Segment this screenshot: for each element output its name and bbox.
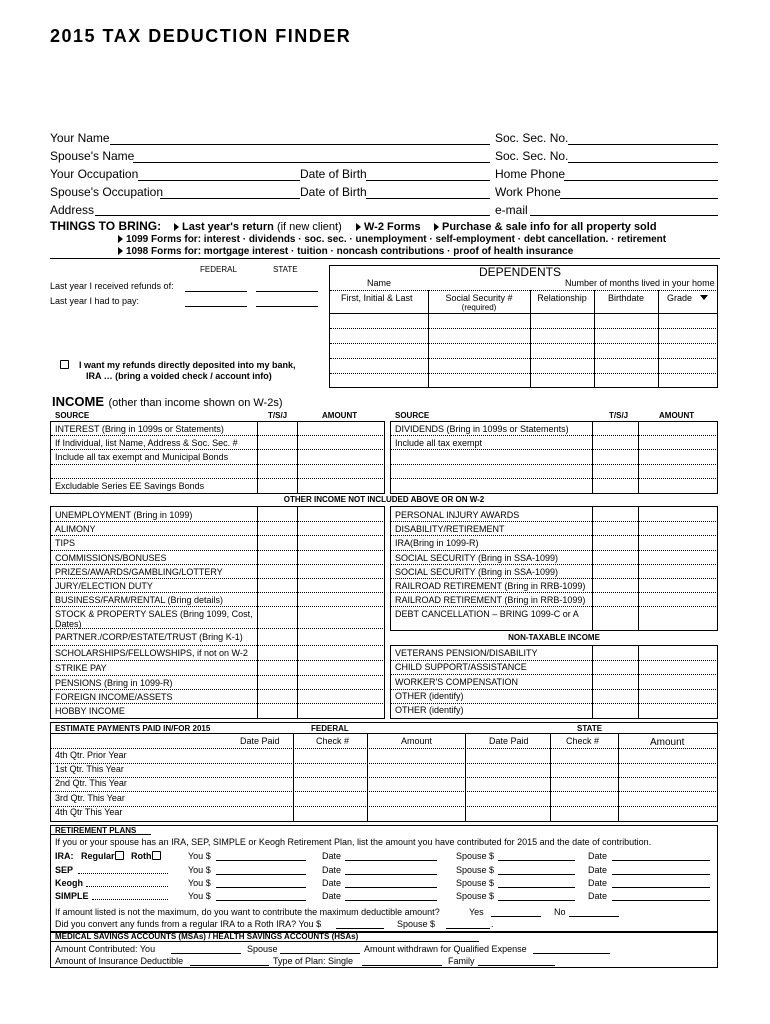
state-header: STATE [273, 265, 298, 274]
things-to-bring-label: THINGS TO BRING: [50, 219, 162, 233]
msa-title-underline [51, 941, 479, 942]
row-line [51, 628, 385, 629]
interest-row: Excludable Series EE Savings Bonds [55, 481, 205, 491]
dob-label-2: Date of Birth [300, 185, 367, 199]
estimate-row: 3rd Qtr. This Year [55, 793, 125, 803]
spouse-amount-label: Spouse $ [456, 878, 495, 888]
spouse-occupation-label: Spouse's Occupation [50, 185, 164, 199]
msa-title: MEDICAL SAVINGS ACCOUNTS (MSAs) / HEALTH SAVINGS ACCOUNTS (HSAs) [55, 932, 359, 941]
dropdown-arrow-icon[interactable] [700, 295, 708, 300]
col-line [638, 645, 639, 719]
direct-deposit-line-2: IRA … (bring a voided check / account info) [86, 371, 272, 381]
spouse-date-label: Date [588, 851, 608, 861]
row-line [51, 806, 718, 807]
row-line [391, 521, 718, 522]
row-line [51, 777, 718, 778]
paid-federal-field[interactable] [185, 306, 247, 307]
spouse-name-field[interactable] [133, 162, 490, 163]
nontaxable-row: OTHER (identify) [395, 691, 464, 701]
col-line [297, 506, 298, 719]
row-line [391, 606, 718, 607]
other-income-row: BUSINESS/FARM/RENTAL (Bring details) [55, 595, 224, 605]
msa-contributed-label: Amount Contributed: You [55, 944, 156, 954]
estimates-amount-state: Amount [650, 737, 685, 748]
arrow-right-icon [118, 247, 123, 255]
row-line [391, 435, 718, 436]
other-income-row-right: RAILROAD RETIREMENT (Bring in RRB-1099) [395, 595, 586, 605]
other-income-row: JURY/ELECTION DUTY [55, 581, 153, 591]
row-line [391, 564, 718, 565]
roth-period: . [491, 919, 494, 929]
dob-field-1[interactable] [366, 180, 490, 181]
estimates-title: ESTIMATE PAYMENTS PAID IN/FOR 2015 [55, 724, 211, 733]
msa-family-label: Family [448, 956, 475, 966]
refunds-received-label: Last year I received refunds of: [50, 281, 174, 291]
spouse-amount-label: Spouse $ [456, 865, 495, 875]
things-item-2: W-2 Forms [356, 221, 421, 233]
other-income-row-right: IRA(Bring in 1099-R) [395, 538, 479, 548]
other-income-row: ALIMONY [55, 524, 96, 534]
spouse-date-field[interactable] [612, 900, 710, 901]
row-line [51, 791, 718, 792]
row-line [391, 674, 718, 675]
things-1098-line: 1098 Forms for: mortgage interest · tuition · noncash contributions · proof of health insurance [118, 246, 573, 257]
row-line [391, 449, 718, 450]
row-line [51, 478, 385, 479]
dividends-row: Include all tax exempt [395, 438, 483, 448]
msa-plan-type-label: Type of Plan: Single [273, 956, 354, 966]
soc-sec-label-2: Soc. Sec. No. [495, 149, 569, 163]
other-income-row: STRIKE PAY [55, 663, 107, 673]
row-line [391, 592, 718, 593]
other-income-header: OTHER INCOME NOT INCLUDED ABOVE OR ON W-2 [283, 495, 485, 504]
home-phone-label: Home Phone [495, 167, 566, 181]
estimates-amount: Amount [401, 736, 433, 746]
row-line [51, 435, 385, 436]
interest-row: Include all tax exempt and Municipal Bonds [55, 452, 229, 462]
max-yes-field[interactable] [491, 916, 541, 917]
retirement-title: RETIREMENT PLANS [55, 826, 137, 835]
roth-spouse-field[interactable] [446, 928, 490, 929]
other-income-row: PRIZES/AWARDS/GAMBLING/LOTTERY [55, 567, 223, 577]
dep-row-line [330, 343, 718, 344]
leader-dots [92, 899, 168, 900]
date-label: Date [322, 891, 342, 901]
col-line [638, 421, 639, 494]
regular-checkbox[interactable] [115, 851, 124, 860]
arrow-right-icon [118, 235, 123, 243]
msa-family-field[interactable] [478, 965, 555, 966]
row-line [51, 535, 385, 536]
spouse-date-label: Date [588, 865, 608, 875]
msa-spouse-label: Spouse [247, 944, 278, 954]
estimate-row: 2nd Qtr. This Year [55, 778, 127, 788]
col-line [257, 506, 258, 719]
max-yes-label: Yes [469, 907, 484, 917]
row-line [51, 449, 385, 450]
col-line [297, 421, 298, 494]
dependents-title: DEPENDENTS [478, 265, 561, 279]
soc-sec-label-1: Soc. Sec. No. [495, 131, 569, 145]
estimate-row: 4th Qtr This Year [55, 807, 123, 817]
dep-birthdate-header: Birthdate [607, 293, 645, 303]
msa-withdrawn-field[interactable] [533, 953, 610, 954]
col-line [592, 645, 593, 719]
your-name-label: Your Name [50, 131, 110, 145]
date-label: Date [322, 865, 342, 875]
spouse-amount-label: Spouse $ [456, 891, 495, 901]
date-label: Date [322, 878, 342, 888]
address-label: Address [50, 203, 95, 217]
dep-rule [330, 313, 718, 314]
email-field[interactable] [530, 215, 718, 216]
row-line [391, 535, 718, 536]
msa-withdrawn-label: Amount withdrawn for Qualified Expense [364, 944, 527, 954]
you-amount-field[interactable] [216, 874, 306, 875]
date-field[interactable] [345, 900, 437, 901]
spouse-name-label: Spouse's Name [50, 149, 135, 163]
spouse-amount-field[interactable] [498, 874, 575, 875]
checkbox-icon[interactable] [60, 360, 69, 369]
retirement-intro: If you or your spouse has an IRA, SEP, SIMPLE or Keogh Retirement Plan, list the amount you have contributed for 2015 and the date of contribution. [55, 837, 652, 847]
dep-grade-header: Grade [667, 293, 708, 303]
spouse-date-label: Date [588, 891, 608, 901]
dep-row-line [330, 328, 718, 329]
roth-spouse-label: Spouse $ [397, 919, 436, 929]
dep-relationship-header: Relationship [537, 293, 587, 303]
you-amount-label: You $ [188, 865, 211, 875]
date-field[interactable] [345, 860, 437, 861]
nontaxable-row: OTHER (identify) [395, 705, 464, 715]
interest-row: If Individual, list Name, Address & Soc. Sec. # [55, 438, 238, 448]
email-label: e-mail [495, 203, 528, 217]
direct-deposit-option[interactable]: I want my refunds directly deposited into my bank, [60, 360, 296, 370]
income-source-header: SOURCE [55, 411, 90, 420]
arrow-right-icon [174, 223, 179, 231]
retirement-plan-label: SIMPLE [55, 891, 89, 901]
roth-checkbox[interactable] [152, 851, 161, 860]
you-amount-label: You $ [188, 851, 211, 861]
other-income-row: UNEMPLOYMENT (Bring in 1099) [55, 510, 193, 520]
dep-row-line [330, 373, 718, 374]
soc-sec-field-2[interactable] [568, 162, 718, 163]
row-line [51, 748, 718, 749]
max-no-field[interactable] [569, 916, 619, 917]
row-line [51, 592, 385, 593]
other-income-row-right: SOCIAL SECURITY (Bring in SSA-1099) [395, 553, 559, 563]
row-line [51, 675, 385, 676]
other-income-row: STOCK & PROPERTY SALES (Bring 1099, Cost, Dates) [55, 609, 253, 629]
spouse-amount-field[interactable] [498, 900, 575, 901]
refunds-paid-label: Last year I had to pay: [50, 296, 140, 306]
your-occupation-label: Your Occupation [50, 167, 139, 181]
row-line [51, 550, 385, 551]
other-income-row-right: RAILROAD RETIREMENT (Bring in RRB-1099) [395, 581, 586, 591]
dividends-row: DIVIDENDS (Bring in 1099s or Statements) [395, 424, 569, 434]
things-item-1: Last year's return (if new client) [174, 221, 342, 233]
msa-deductible-field[interactable] [190, 965, 269, 966]
estimates-federal-header: FEDERAL [311, 724, 349, 733]
row-line [51, 645, 385, 646]
retirement-plan-label: Keogh [55, 878, 83, 888]
msa-spouse-field[interactable] [280, 953, 360, 954]
date-field[interactable] [345, 874, 437, 875]
col-line [592, 506, 593, 631]
msa-single-field[interactable] [362, 965, 442, 966]
estimate-row: 1st Qtr. This Year [55, 764, 124, 774]
dep-months-header: Number of months lived in your home [565, 278, 715, 288]
row-line [51, 606, 385, 607]
leader-dots [86, 886, 168, 887]
income-tsj-header: T/S/J [268, 411, 288, 420]
you-amount-field[interactable] [216, 860, 306, 861]
dep-rule [330, 290, 718, 291]
home-phone-field[interactable] [564, 180, 718, 181]
row-line [51, 464, 385, 465]
ira-row-label: IRA: Regular Roth [55, 851, 161, 861]
nontaxable-row: CHILD SUPPORT/ASSISTANCE [395, 662, 527, 672]
spouse-date-field[interactable] [612, 860, 710, 861]
spouse-date-field[interactable] [612, 874, 710, 875]
you-amount-field[interactable] [216, 900, 306, 901]
date-label: Date [322, 851, 342, 861]
row-line [391, 578, 718, 579]
your-name-field[interactable] [110, 144, 490, 145]
spouse-amount-label: Spouse $ [456, 851, 495, 861]
row-line [51, 660, 385, 661]
max-no-label: No [554, 907, 566, 917]
max-contribution-question: If amount listed is not the maximum, do you want to contribute the maximum deductible amount? [55, 907, 440, 917]
msa-you-field[interactable] [171, 953, 241, 954]
row-line [391, 550, 718, 551]
dep-row-line [330, 358, 718, 359]
estimates-date-paid-state: Date Paid [489, 736, 529, 746]
other-income-row-right: DISABILITY/RETIREMENT [395, 524, 505, 534]
spouse-amount-field[interactable] [498, 860, 575, 861]
row-line [391, 464, 718, 465]
interest-row: INTEREST (Bring in 1099s or Statements) [55, 424, 224, 434]
other-income-row: SCHOLARSHIPS/FELLOWSHIPS, if not on W-2 [55, 648, 248, 658]
estimate-row: 4th Qtr. Prior Year [55, 750, 127, 760]
things-item-3: Purchase & sale info for all property sold [434, 221, 657, 233]
dep-first-last-header: First, Initial & Last [341, 293, 413, 303]
other-income-row: PENSIONS (Bring in 1099-R) [55, 678, 173, 688]
row-line [391, 703, 718, 704]
spouse-date-label: Date [588, 878, 608, 888]
row-line [51, 763, 718, 764]
other-income-row-right: SOCIAL SECURITY (Bring in SSA-1099) [395, 567, 559, 577]
spouse-occupation-field[interactable] [160, 198, 300, 199]
row-line [391, 478, 718, 479]
income-amount-header-right: AMOUNT [659, 411, 695, 420]
estimates-state-header: STATE [577, 724, 603, 733]
row-line [51, 564, 385, 565]
income-tsj-header-right: T/S/J [609, 411, 629, 420]
refund-state-field[interactable] [256, 291, 318, 292]
you-amount-label: You $ [188, 891, 211, 901]
income-title: INCOME (other than income shown on W-2s) [52, 394, 283, 409]
row-line [51, 689, 385, 690]
other-income-row: PARTNER./CORP/ESTATE/TRUST (Bring K-1) [55, 632, 243, 642]
date-field[interactable] [345, 887, 437, 888]
estimates-date-paid: Date Paid [240, 736, 280, 746]
dep-name-header: Name [367, 278, 392, 288]
roth-conversion-question: Did you convert any funds from a regular IRA to a Roth IRA? You $ [55, 919, 322, 929]
nontaxable-row: VETERANS PENSION/DISABILITY [395, 648, 538, 658]
estimates-check: Check # [316, 736, 350, 746]
nontaxable-header: NON-TAXABLE INCOME [508, 633, 600, 642]
refund-federal-field[interactable] [185, 291, 247, 292]
dep-ssn-header: Social Security # [445, 293, 513, 303]
work-phone-field[interactable] [560, 198, 718, 199]
dob-label-1: Date of Birth [300, 167, 367, 181]
federal-header: FEDERAL [200, 265, 237, 274]
divider [50, 258, 720, 259]
retirement-title-underline [51, 834, 151, 835]
other-income-row: FOREIGN INCOME/ASSETS [55, 692, 173, 702]
row-line [391, 660, 718, 661]
other-income-row: HOBBY INCOME [55, 706, 125, 716]
your-occupation-field[interactable] [138, 180, 300, 181]
roth-you-field[interactable] [336, 928, 384, 929]
spouse-amount-field[interactable] [498, 887, 575, 888]
arrow-right-icon [434, 223, 439, 231]
income-source-header-right: SOURCE [395, 411, 430, 420]
you-amount-label: You $ [188, 878, 211, 888]
col-line [592, 421, 593, 494]
retirement-plan-label: SEP [55, 865, 74, 875]
col-line [638, 506, 639, 631]
you-amount-field[interactable] [216, 887, 306, 888]
soc-sec-field-1[interactable] [568, 144, 718, 145]
row-line [51, 521, 385, 522]
other-income-row-right: DEBT CANCELLATION – BRING 1099-C or A [395, 609, 579, 619]
address-field[interactable] [95, 215, 490, 216]
spouse-date-field[interactable] [612, 887, 710, 888]
col-line [257, 421, 258, 494]
row-line [391, 689, 718, 690]
paid-state-field[interactable] [256, 306, 318, 307]
arrow-right-icon [356, 223, 361, 231]
estimates-check-state: Check # [566, 736, 600, 746]
other-income-row-right: PERSONAL INJURY AWARDS [395, 510, 520, 520]
row-line [51, 703, 385, 704]
dob-field-2[interactable] [366, 198, 490, 199]
row-line [51, 578, 385, 579]
nontaxable-row: WORKER'S COMPENSATION [395, 677, 519, 687]
work-phone-label: Work Phone [495, 185, 561, 199]
leader-dots [78, 873, 168, 874]
things-1099-line: 1099 Forms for: interest · dividends · soc. sec. · unemployment · self-employment · debt cancellation. · retirement [118, 234, 666, 245]
msa-deductible-label: Amount of Insurance Deductible [55, 956, 184, 966]
income-amount-header: AMOUNT [322, 411, 358, 420]
other-income-row: TIPS [55, 538, 76, 548]
other-income-row: COMMISSIONS/BONUSES [55, 553, 167, 563]
dep-required-note: (required) [461, 303, 497, 312]
page-title: 2015 TAX DEDUCTION FINDER [50, 26, 352, 46]
